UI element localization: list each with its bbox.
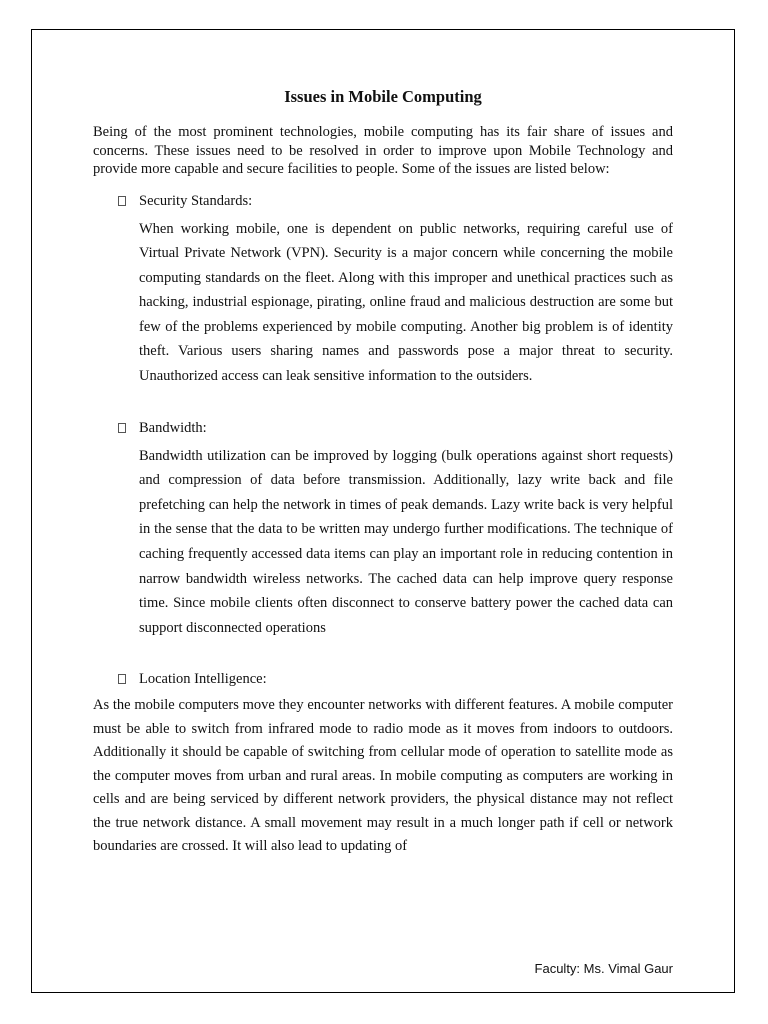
bullet-heading bbox=[93, 192, 673, 210]
bullet-box-icon bbox=[118, 196, 126, 206]
section-body-bandwidth: Bandwidth utilization can be improved by logging (bulk operations against short requests) and compression of data before transmission. Additionally, lazy write back and file prefetching can help the network in times of peak demands. Lazy write back is very helpful in the sense that the data to be written may undergo further modifications. The technique of caching frequently accessed data items can play an important role in reducing contention in narrow bandwidth wireless networks. The cached data can help improve query response time. Since mobile clients often disconnect to conserve battery power the cached data can support disconnected operations bbox=[139, 447, 673, 636]
bullet-heading bbox=[93, 419, 673, 437]
section-body-security: When working mobile, one is dependent on public networks, requiring careful use of Virtual Private Network (VPN). Security is a major concern while concerning the mobile computing standards on the fleet. Along with this improper and unethical practices such as hacking, industrial espionage, pirating, online fraud and malicious destruction are some but few of the problems experienced by mobile computing. Another big problem is of identity theft. Various users sharing names and passwords pose a major threat to security. Unauthorized access can leak sensitive information to the outsiders. bbox=[139, 220, 673, 385]
section-heading-location: Location Intelligence: bbox=[139, 671, 267, 688]
section-body-location: As the mobile computers move they encounter networks with different features. A mobile computer must be able to switch from infrared mode to radio mode as it moves from indoors to outdoors. Additionally it should be capable of switching from cellular mode of operation to satellite mode as the computer moves from urban and rural areas. In mobile computing as computers are working in cells and are being serviced by different network providers, the physical distance may not reflect the true network distance. A small movement may result in a much longer path if cell or network boundaries are crossed. It will also lead to updating of bbox=[93, 697, 673, 855]
bullet-box-icon bbox=[118, 423, 126, 433]
document-body bbox=[93, 85, 673, 859]
section-heading-bandwidth: Bandwidth: bbox=[139, 419, 207, 436]
bullet-box-icon bbox=[118, 674, 126, 684]
bullet-heading bbox=[93, 670, 673, 688]
intro-paragraph: Being of the most prominent technologies, mobile computing has its fair share of issues and concerns. These issues need to be resolved in order to improve upon Mobile Technology and provide more capable and secure facilities to people. Some of the issues are listed below: bbox=[93, 124, 673, 177]
document-title: Issues in Mobile Computing bbox=[284, 87, 482, 106]
section-heading-security: Security Standards: bbox=[139, 192, 253, 209]
section-security bbox=[93, 192, 673, 389]
footer-faculty: Faculty: Ms. Vimal Gaur bbox=[534, 961, 673, 976]
section-location bbox=[93, 670, 673, 859]
section-bandwidth bbox=[93, 419, 673, 641]
